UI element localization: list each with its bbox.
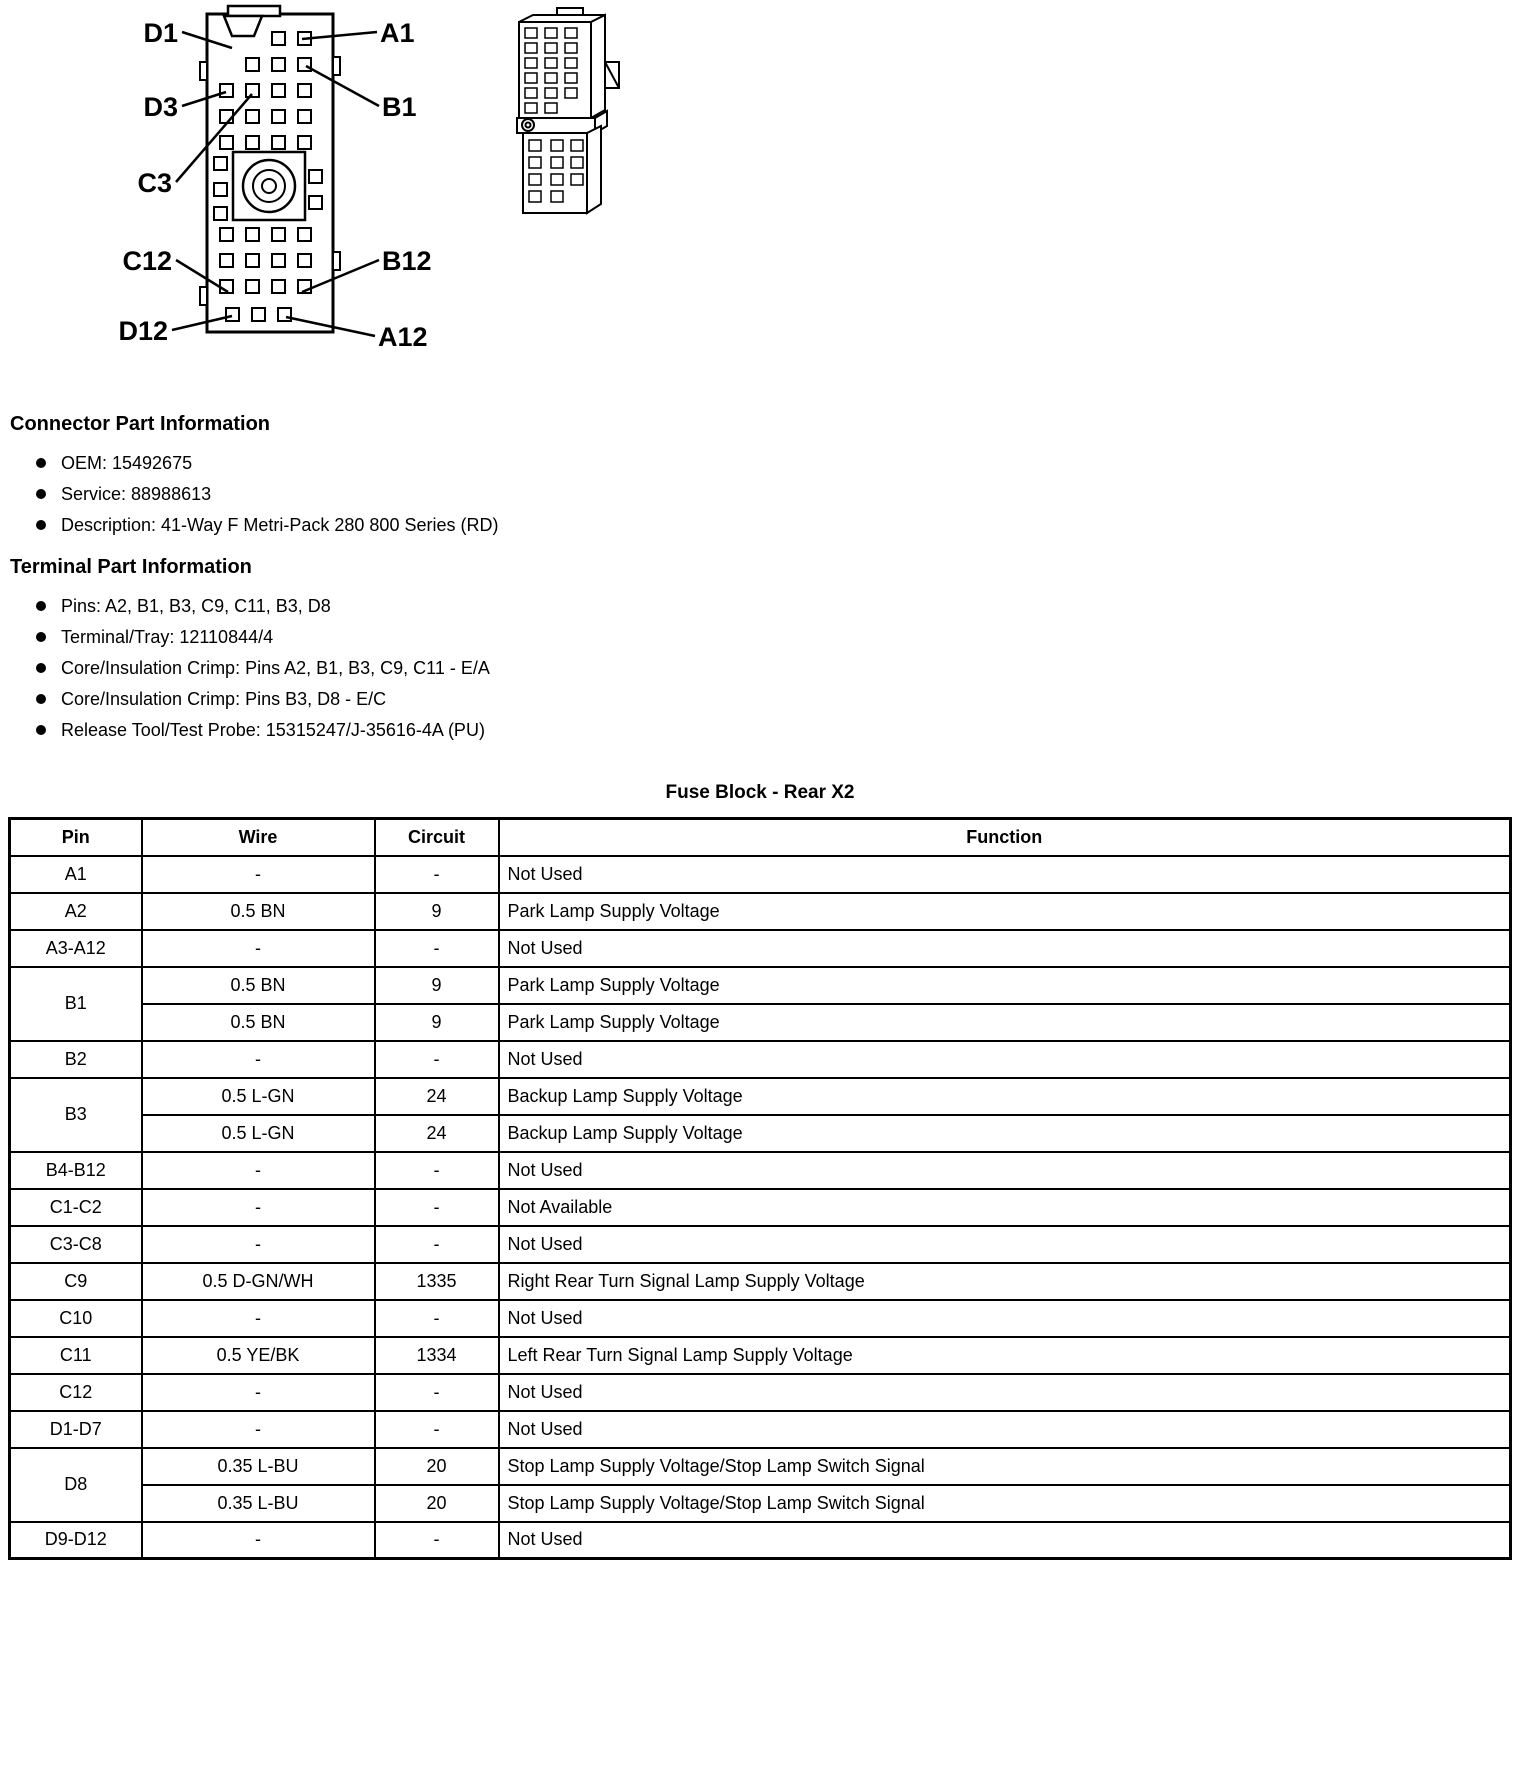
bullet-item: Pins: A2, B1, B3, C9, C11, B3, D8 bbox=[36, 596, 1510, 616]
circuit-cell: 20 bbox=[375, 1485, 499, 1522]
pin-label-a12: A12 bbox=[378, 322, 428, 352]
pin-cell: C10 bbox=[10, 1300, 142, 1337]
circuit-cell: 20 bbox=[375, 1448, 499, 1485]
function-cell: Park Lamp Supply Voltage bbox=[499, 893, 1511, 930]
function-cell: Not Used bbox=[499, 1300, 1511, 1337]
fuse-block-table-section bbox=[8, 782, 1512, 1560]
pin-cell: D8 bbox=[10, 1448, 142, 1522]
pin-label-b12: B12 bbox=[382, 246, 432, 276]
circuit-cell: 1334 bbox=[375, 1337, 499, 1374]
wire-cell: 0.5 BN bbox=[142, 967, 375, 1004]
table-row bbox=[10, 1485, 1511, 1522]
function-cell: Park Lamp Supply Voltage bbox=[499, 1004, 1511, 1041]
wire-cell: - bbox=[142, 1152, 375, 1189]
circuit-cell: - bbox=[375, 1226, 499, 1263]
table-row bbox=[10, 1300, 1511, 1337]
table-row bbox=[10, 893, 1511, 930]
table-header-row bbox=[10, 819, 1511, 856]
pin-cell: B3 bbox=[10, 1078, 142, 1152]
table-row bbox=[10, 1411, 1511, 1448]
table-row bbox=[10, 1522, 1511, 1559]
function-cell: Stop Lamp Supply Voltage/Stop Lamp Switch Signal bbox=[499, 1448, 1511, 1485]
circuit-cell: - bbox=[375, 1374, 499, 1411]
connector-part-info-heading: Connector Part Information bbox=[10, 413, 271, 435]
circuit-cell: 9 bbox=[375, 1004, 499, 1041]
pin-label-d3: D3 bbox=[143, 92, 178, 122]
keyway-notch bbox=[224, 16, 262, 36]
table-row bbox=[10, 1263, 1511, 1300]
wire-cell: - bbox=[142, 1522, 375, 1559]
wire-cell: - bbox=[142, 1226, 375, 1263]
bullet-item: Terminal/Tray: 12110844/4 bbox=[36, 627, 1510, 647]
function-cell: Not Used bbox=[499, 856, 1511, 893]
pin-cell: C3-C8 bbox=[10, 1226, 142, 1263]
pinout-table bbox=[8, 817, 1512, 1560]
wire-cell: 0.5 L-GN bbox=[142, 1078, 375, 1115]
function-cell: Not Used bbox=[499, 1152, 1511, 1189]
circuit-cell: - bbox=[375, 1411, 499, 1448]
wire-cell: - bbox=[142, 856, 375, 893]
function-cell: Backup Lamp Supply Voltage bbox=[499, 1115, 1511, 1152]
header-circuit: Circuit bbox=[375, 819, 499, 856]
circuit-cell: 9 bbox=[375, 893, 499, 930]
table-row bbox=[10, 1226, 1511, 1263]
circuit-cell: - bbox=[375, 856, 499, 893]
pin-cell: C1-C2 bbox=[10, 1189, 142, 1226]
wire-cell: 0.5 D-GN/WH bbox=[142, 1263, 375, 1300]
pin-cell: D9-D12 bbox=[10, 1522, 142, 1559]
table-row bbox=[10, 1374, 1511, 1411]
table-row bbox=[10, 1152, 1511, 1189]
pin-cell: A2 bbox=[10, 893, 142, 930]
bullet-item: Description: 41-Way F Metri-Pack 280 800 Series (RD) bbox=[36, 515, 1510, 535]
wire-cell: - bbox=[142, 1374, 375, 1411]
table-row bbox=[10, 1078, 1511, 1115]
function-cell: Stop Lamp Supply Voltage/Stop Lamp Switch Signal bbox=[499, 1485, 1511, 1522]
table-title: Fuse Block - Rear X2 bbox=[665, 782, 855, 803]
wire-cell: 0.35 L-BU bbox=[142, 1448, 375, 1485]
pin-cell: A1 bbox=[10, 856, 142, 893]
function-cell: Right Rear Turn Signal Lamp Supply Voltage bbox=[499, 1263, 1511, 1300]
connector-isometric-drawing bbox=[505, 6, 655, 221]
circuit-cell: 9 bbox=[375, 967, 499, 1004]
table-row bbox=[10, 1004, 1511, 1041]
pin-label-c3: C3 bbox=[137, 168, 172, 198]
pin-cell: B2 bbox=[10, 1041, 142, 1078]
circuit-cell: - bbox=[375, 1189, 499, 1226]
pin-cell: B4-B12 bbox=[10, 1152, 142, 1189]
function-cell: Not Used bbox=[499, 1411, 1511, 1448]
function-cell: Not Used bbox=[499, 1226, 1511, 1263]
function-cell: Not Available bbox=[499, 1189, 1511, 1226]
table-row bbox=[10, 1189, 1511, 1226]
header-function: Function bbox=[499, 819, 1511, 856]
center-bolt-feature bbox=[233, 152, 305, 220]
circuit-cell: - bbox=[375, 1152, 499, 1189]
bullet-item: Release Tool/Test Probe: 15315247/J-35616-4A (PU) bbox=[36, 720, 1510, 740]
table-row bbox=[10, 1448, 1511, 1485]
pin-label-d12: D12 bbox=[118, 316, 168, 346]
header-wire: Wire bbox=[142, 819, 375, 856]
wire-cell: 0.5 L-GN bbox=[142, 1115, 375, 1152]
wire-cell: 0.5 BN bbox=[142, 1004, 375, 1041]
wire-cell: - bbox=[142, 1300, 375, 1337]
circuit-cell: - bbox=[375, 1300, 499, 1337]
pinout-table-body bbox=[10, 856, 1511, 1559]
wire-cell: - bbox=[142, 1411, 375, 1448]
bullet-item: Service: 88988613 bbox=[36, 484, 1510, 504]
pin-cell: C9 bbox=[10, 1263, 142, 1300]
terminal-part-info-list bbox=[36, 596, 1510, 740]
table-row bbox=[10, 1115, 1511, 1152]
table-row bbox=[10, 967, 1511, 1004]
connector-pinout-diagram bbox=[0, 2, 450, 354]
table-row bbox=[10, 930, 1511, 967]
pin-cell: C12 bbox=[10, 1374, 142, 1411]
wire-cell: 0.5 BN bbox=[142, 893, 375, 930]
table-row bbox=[10, 1041, 1511, 1078]
pin-cell: D1-D7 bbox=[10, 1411, 142, 1448]
pin-label-c12: C12 bbox=[122, 246, 172, 276]
circuit-cell: - bbox=[375, 1041, 499, 1078]
circuit-cell: 24 bbox=[375, 1115, 499, 1152]
circuit-cell: 24 bbox=[375, 1078, 499, 1115]
header-pin: Pin bbox=[10, 819, 142, 856]
pin-label-b1: B1 bbox=[382, 92, 417, 122]
wire-cell: - bbox=[142, 930, 375, 967]
pin-label-d1: D1 bbox=[143, 18, 178, 48]
function-cell: Park Lamp Supply Voltage bbox=[499, 967, 1511, 1004]
pin-cell: B1 bbox=[10, 967, 142, 1041]
part-information bbox=[10, 413, 1510, 761]
wire-cell: 0.35 L-BU bbox=[142, 1485, 375, 1522]
terminal-part-info-heading: Terminal Part Information bbox=[10, 556, 252, 578]
function-cell: Not Used bbox=[499, 1374, 1511, 1411]
wire-cell: 0.5 YE/BK bbox=[142, 1337, 375, 1374]
connector-part-info-list bbox=[36, 453, 1510, 535]
table-row bbox=[10, 1337, 1511, 1374]
table-row bbox=[10, 856, 1511, 893]
pin-label-a1: A1 bbox=[380, 18, 415, 48]
circuit-cell: - bbox=[375, 1522, 499, 1559]
function-cell: Backup Lamp Supply Voltage bbox=[499, 1078, 1511, 1115]
circuit-cell: - bbox=[375, 930, 499, 967]
circuit-cell: 1335 bbox=[375, 1263, 499, 1300]
function-cell: Not Used bbox=[499, 930, 1511, 967]
bullet-item: Core/Insulation Crimp: Pins B3, D8 - E/C bbox=[36, 689, 1510, 709]
wire-cell: - bbox=[142, 1189, 375, 1226]
function-cell: Not Used bbox=[499, 1041, 1511, 1078]
pin-cell: A3-A12 bbox=[10, 930, 142, 967]
bullet-item: OEM: 15492675 bbox=[36, 453, 1510, 473]
wire-cell: - bbox=[142, 1041, 375, 1078]
function-cell: Left Rear Turn Signal Lamp Supply Voltage bbox=[499, 1337, 1511, 1374]
function-cell: Not Used bbox=[499, 1522, 1511, 1559]
pin-cell: C11 bbox=[10, 1337, 142, 1374]
bullet-item: Core/Insulation Crimp: Pins A2, B1, B3, C9, C11 - E/A bbox=[36, 658, 1510, 678]
